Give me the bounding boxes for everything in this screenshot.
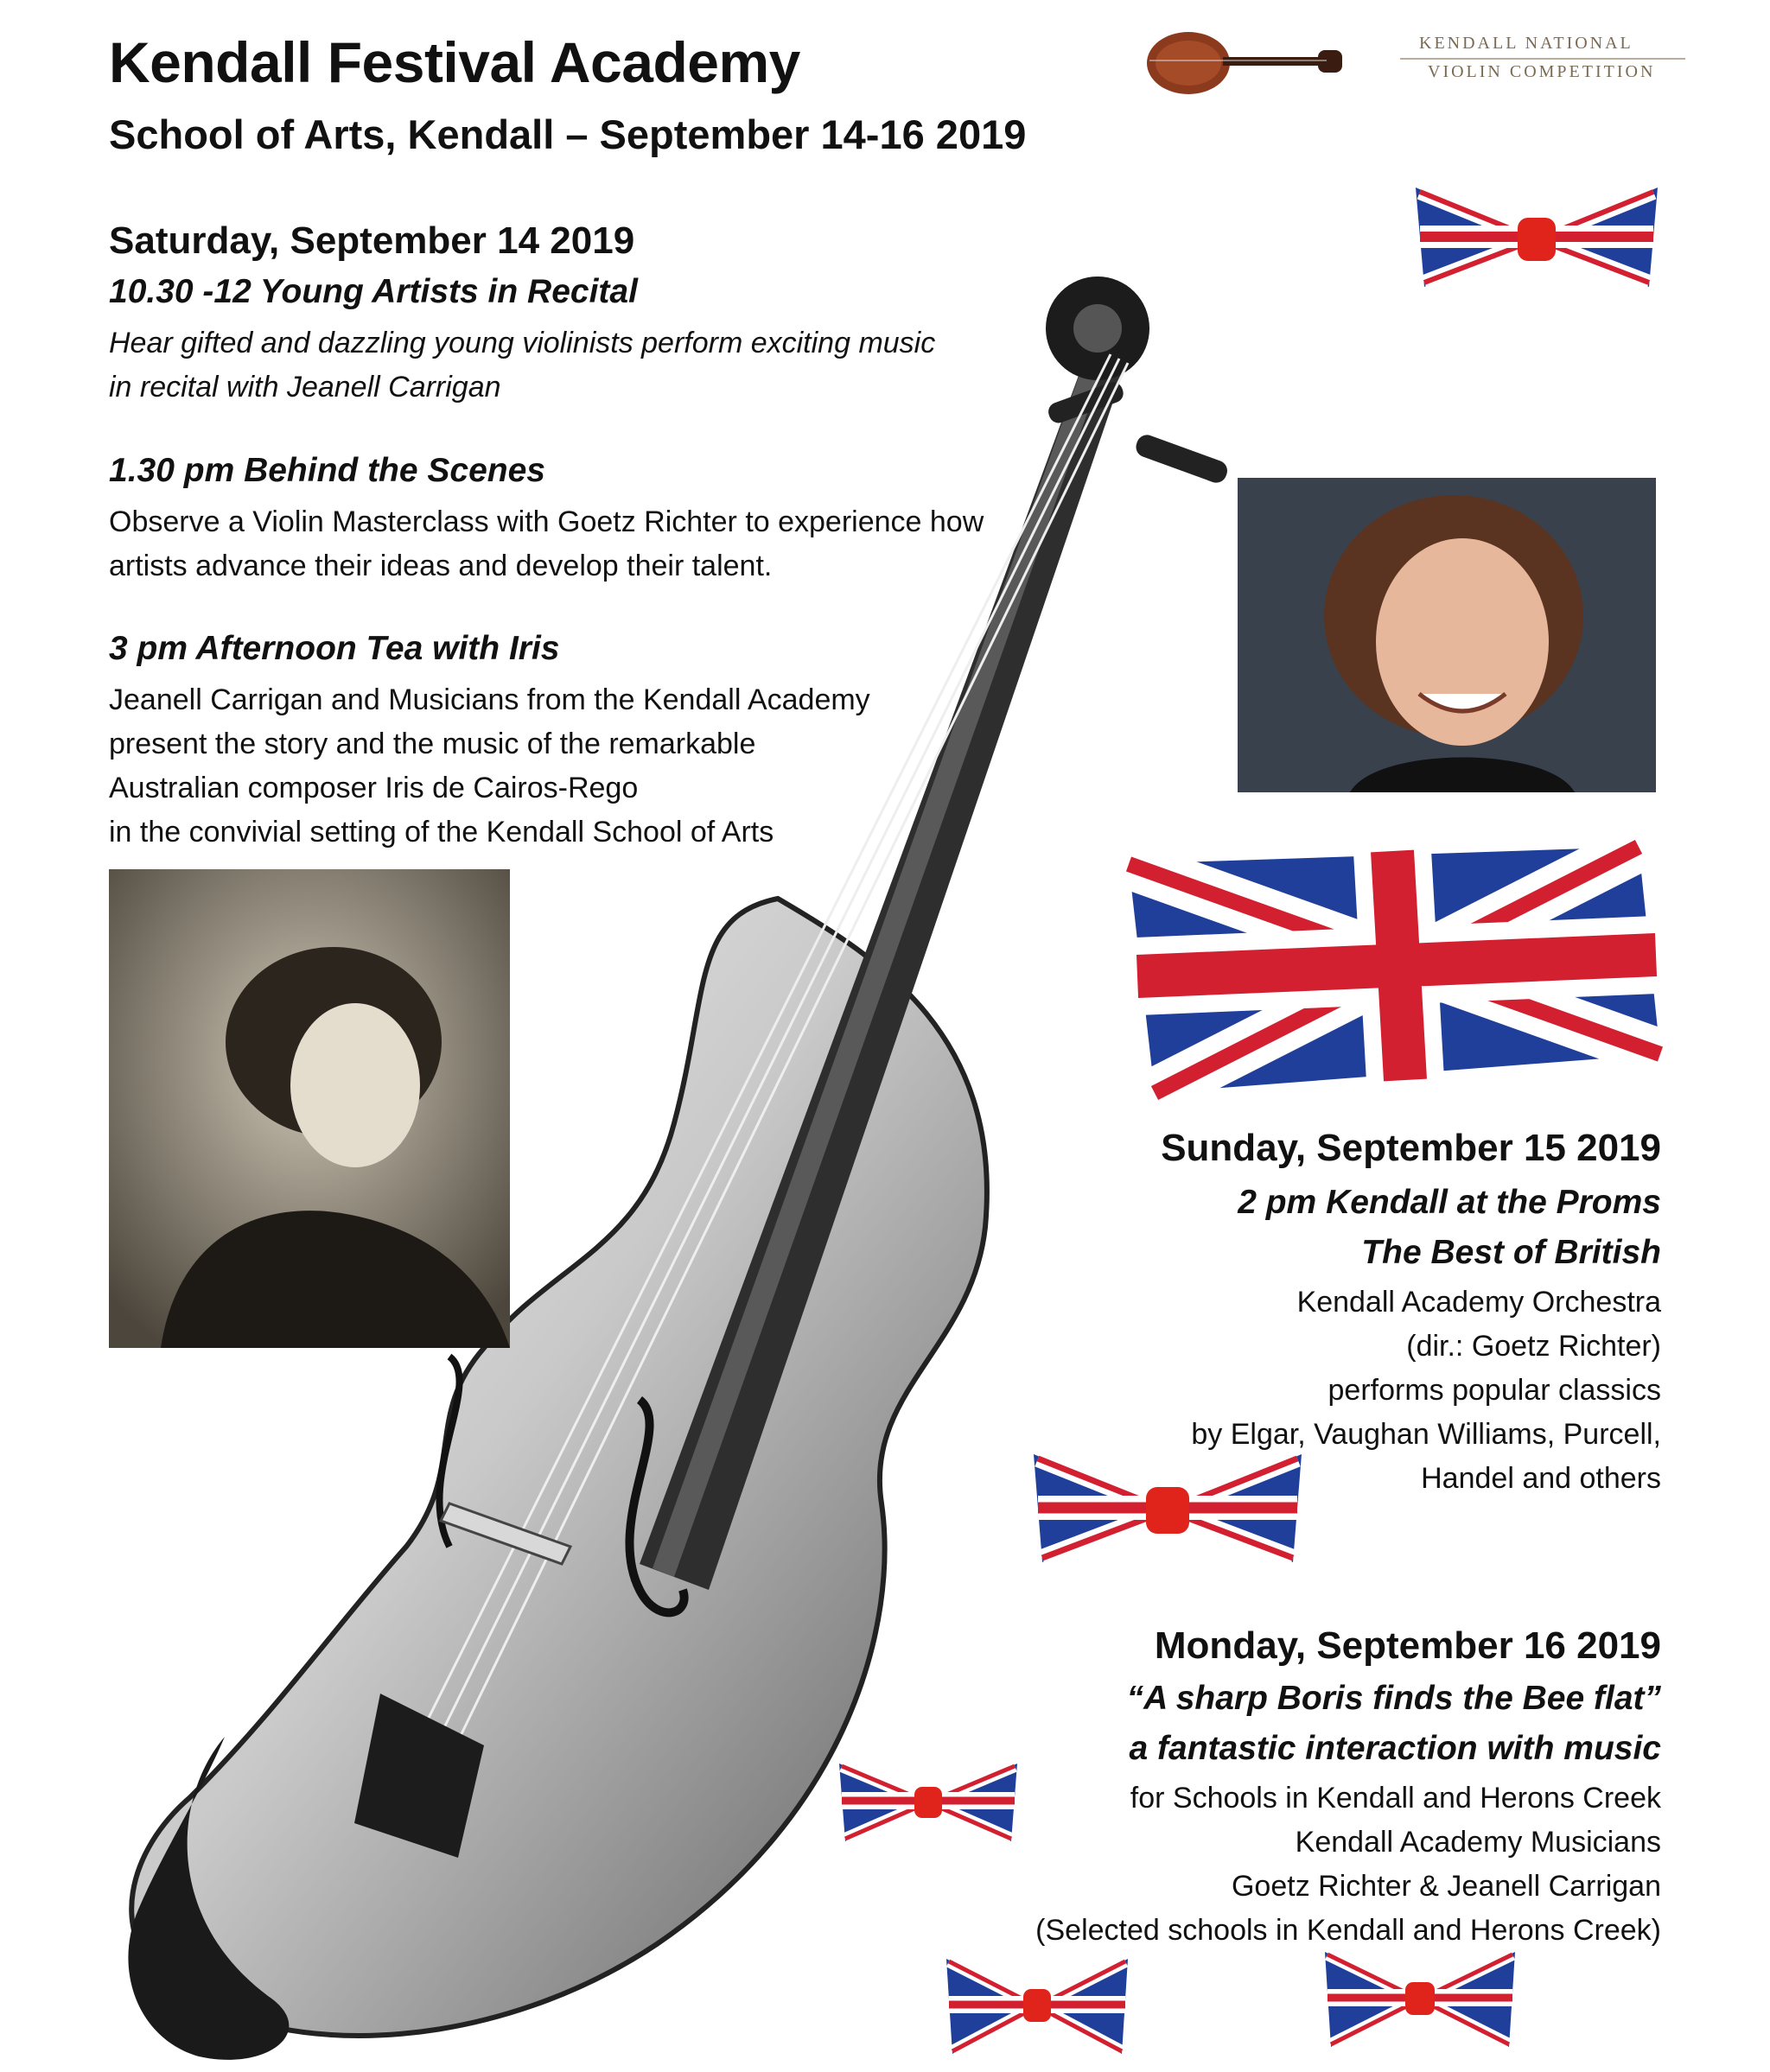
mon-line-1: for Schools in Kendall and Herons Creek [1130, 1782, 1661, 1815]
bow-tie-icon-1 [1407, 183, 1666, 296]
logo-divider [1400, 58, 1685, 60]
sat-event-3-line-3: Australian composer Iris de Cairos-Rego [109, 772, 639, 804]
sat-event-1-line-1: Hear gifted and dazzling young violinists perform exciting music [109, 327, 936, 359]
sat-event-2-title: 1.30 pm Behind the Scenes [109, 452, 546, 489]
competition-logo [1141, 16, 1677, 111]
sat-event-1-desc [109, 321, 935, 410]
sunday-date: Sunday, September 15 2019 [1161, 1127, 1661, 1169]
mon-event-title-2: a fantastic interaction with music [1129, 1730, 1661, 1767]
logo-line-2: VIOLIN COMPETITION [1428, 62, 1656, 81]
sun-event-title-2: The Best of British [1361, 1234, 1661, 1271]
jeanell-portrait-photo [1238, 478, 1656, 792]
sun-line-3: performs popular classics [1328, 1374, 1661, 1407]
sat-event-3-line-4: in the convivial setting of the Kendall School of Arts [109, 816, 774, 849]
iris-portrait-photo [109, 869, 510, 1348]
sun-line-2: (dir.: Goetz Richter) [1406, 1330, 1661, 1363]
mon-event-desc [1035, 1776, 1661, 1953]
mon-line-2: Kendall Academy Musicians [1295, 1826, 1661, 1859]
sun-line-5: Handel and others [1421, 1462, 1661, 1495]
mon-event-title-1: “A sharp Boris finds the Bee flat” [1126, 1680, 1661, 1717]
sat-event-3-line-2: present the story and the music of the remarkable [109, 728, 756, 760]
sun-event-desc [1191, 1281, 1661, 1501]
bow-tie-icon-3 [835, 1759, 1022, 1846]
union-jack-flag-icon [1120, 829, 1665, 1106]
violin-logo-icon [1141, 16, 1348, 111]
bow-tie-icon-4 [942, 1954, 1132, 2058]
sat-event-1-title: 10.30 -12 Young Artists in Recital [109, 273, 638, 310]
logo-line-1: KENDALL NATIONAL [1419, 34, 1633, 53]
sat-event-3-desc [109, 678, 870, 855]
sat-event-3-title: 3 pm Afternoon Tea with Iris [109, 630, 560, 667]
mon-line-3: Goetz Richter & Jeanell Carrigan [1231, 1870, 1661, 1903]
saturday-date: Saturday, September 14 2019 [109, 219, 635, 262]
mon-line-4: (Selected schools in Kendall and Herons Creek) [1035, 1914, 1661, 1947]
sat-event-2-desc [109, 500, 984, 588]
monday-date: Monday, September 16 2019 [1154, 1624, 1661, 1667]
sun-line-4: by Elgar, Vaughan Williams, Purcell, [1191, 1418, 1661, 1451]
sat-event-1-line-2: in recital with Jeanell Carrigan [109, 371, 501, 404]
bow-tie-icon-5 [1321, 1948, 1519, 2051]
sun-event-title-1: 2 pm Kendall at the Proms [1238, 1184, 1661, 1221]
sun-line-1: Kendall Academy Orchestra [1296, 1286, 1661, 1319]
sat-event-2-line-1: Observe a Violin Masterclass with Goetz Richter to experience how [109, 505, 984, 538]
page-title: Kendall Festival Academy [109, 30, 800, 94]
sat-event-3-line-1: Jeanell Carrigan and Musicians from the Kendall Academy [109, 683, 870, 716]
page-subtitle: School of Arts, Kendall – September 14-16 2019 [109, 111, 1027, 157]
sat-event-2-line-2: artists advance their ideas and develop their talent. [109, 550, 773, 582]
